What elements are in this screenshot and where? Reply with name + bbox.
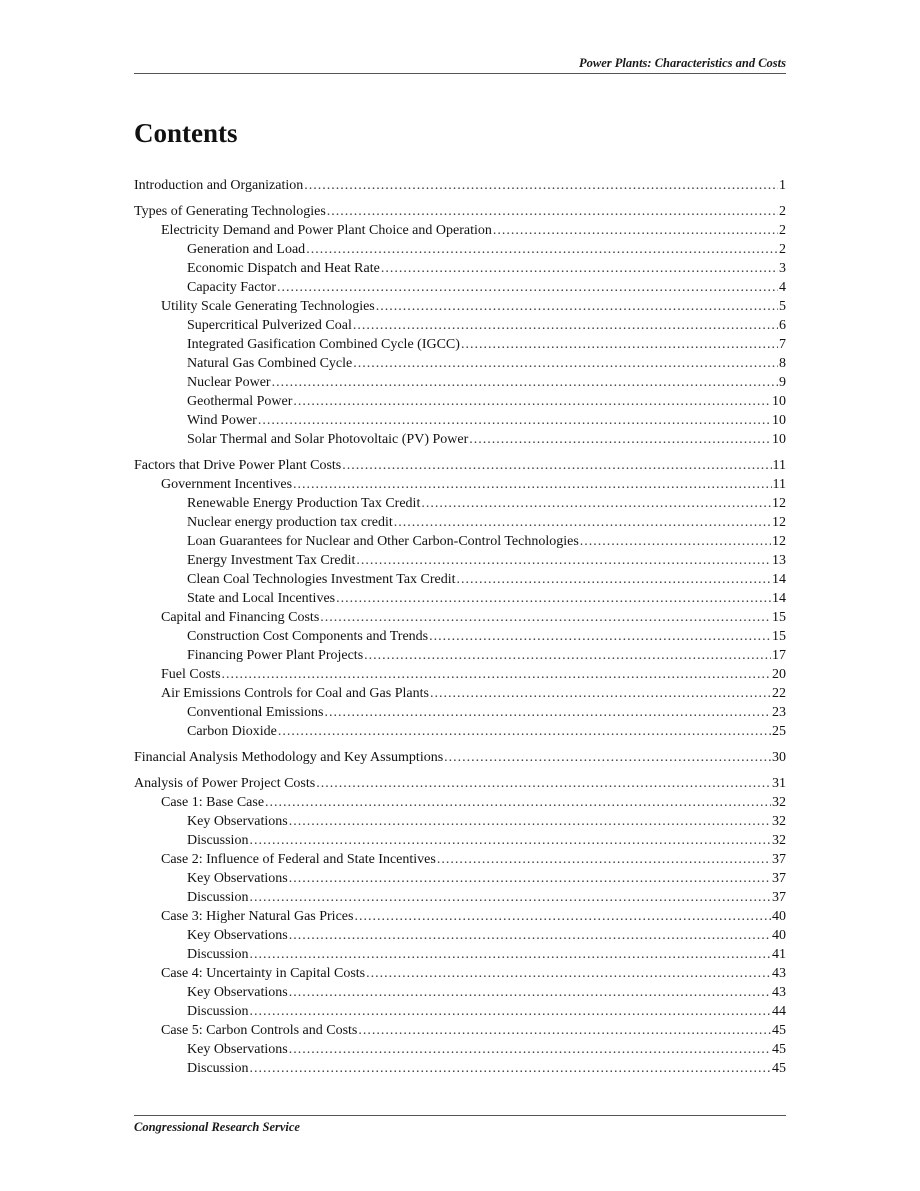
dot-leader bbox=[356, 551, 771, 570]
toc-entry[interactable] bbox=[134, 335, 786, 354]
toc-entry-page-number: 23 bbox=[772, 705, 786, 720]
toc-entry-title: Construction Cost Components and Trends bbox=[187, 629, 429, 644]
header-rule bbox=[134, 73, 786, 74]
toc-entry-page-number: 17 bbox=[772, 648, 786, 663]
dot-leader bbox=[249, 1002, 771, 1021]
toc-entry-page-number: 12 bbox=[772, 515, 786, 530]
toc-entry-page-number: 45 bbox=[772, 1042, 786, 1057]
dot-leader bbox=[457, 570, 771, 589]
toc-entry-title: Renewable Energy Production Tax Credit bbox=[187, 496, 421, 511]
toc-entry-page-number: 45 bbox=[772, 1023, 786, 1038]
toc-entry[interactable] bbox=[134, 430, 786, 449]
toc-entry-page-number: 43 bbox=[772, 985, 786, 1000]
toc-entry[interactable] bbox=[134, 316, 786, 335]
dot-leader bbox=[353, 354, 778, 373]
toc-entry-title: Case 4: Uncertainty in Capital Costs bbox=[161, 966, 366, 981]
dot-leader bbox=[430, 684, 771, 703]
dot-leader bbox=[354, 907, 771, 926]
toc-entry-title: Discussion bbox=[187, 1004, 249, 1019]
toc-entry-title: Generation and Load bbox=[187, 242, 306, 257]
toc-entry[interactable] bbox=[134, 665, 786, 684]
toc-entry-title: Factors that Drive Power Plant Costs bbox=[134, 458, 342, 473]
toc-entry[interactable] bbox=[134, 176, 786, 195]
dot-leader bbox=[366, 964, 771, 983]
toc-entry-title: Financing Power Plant Projects bbox=[187, 648, 364, 663]
toc-entry-page-number: 31 bbox=[772, 776, 786, 791]
toc-entry[interactable] bbox=[134, 475, 786, 494]
toc-entry[interactable] bbox=[134, 456, 786, 475]
toc-entry-title: Economic Dispatch and Heat Rate bbox=[187, 261, 380, 276]
dot-leader bbox=[249, 945, 771, 964]
toc-entry-page-number: 2 bbox=[779, 242, 786, 257]
toc-entry[interactable] bbox=[134, 627, 786, 646]
toc-entry[interactable] bbox=[134, 831, 786, 850]
page-title: Contents bbox=[134, 118, 238, 148]
toc-entry[interactable] bbox=[134, 589, 786, 608]
dot-leader bbox=[258, 411, 771, 430]
toc-entry-title: Analysis of Power Project Costs bbox=[134, 776, 316, 791]
toc-entry-page-number: 7 bbox=[779, 337, 786, 352]
toc-entry[interactable] bbox=[134, 646, 786, 665]
dot-leader bbox=[421, 494, 771, 513]
toc-entry[interactable] bbox=[134, 1002, 786, 1021]
toc-entry-page-number: 2 bbox=[779, 223, 786, 238]
toc-entry-page-number: 2 bbox=[779, 204, 786, 219]
dot-leader bbox=[364, 646, 771, 665]
toc-entry[interactable] bbox=[134, 411, 786, 430]
dot-leader bbox=[289, 869, 771, 888]
toc-entry-title: Utility Scale Generating Technologies bbox=[161, 299, 375, 314]
toc-entry-page-number: 12 bbox=[772, 496, 786, 511]
dot-leader bbox=[342, 456, 771, 475]
toc-entry-title: Discussion bbox=[187, 947, 249, 962]
toc-entry-page-number: 25 bbox=[772, 724, 786, 739]
dot-leader bbox=[376, 297, 778, 316]
toc-entry[interactable] bbox=[134, 703, 786, 722]
toc-entry-title: Geothermal Power bbox=[187, 394, 293, 409]
toc-entry-page-number: 32 bbox=[772, 833, 786, 848]
toc-entry-title: Air Emissions Controls for Coal and Gas Plants bbox=[161, 686, 429, 701]
toc-entry-title: Financial Analysis Methodology and Key Assumptions bbox=[134, 750, 444, 765]
toc-entry-page-number: 30 bbox=[772, 750, 786, 765]
toc-entry[interactable] bbox=[134, 888, 786, 907]
toc-entry-title: Discussion bbox=[187, 833, 249, 848]
dot-leader bbox=[353, 316, 778, 335]
toc-entry[interactable] bbox=[134, 722, 786, 741]
dot-leader bbox=[289, 1040, 771, 1059]
toc-entry[interactable] bbox=[134, 221, 786, 240]
toc-entry[interactable] bbox=[134, 869, 786, 888]
toc-entry-title: Clean Coal Technologies Investment Tax Credit bbox=[187, 572, 456, 587]
toc-entry-title: Loan Guarantees for Nuclear and Other Carbon-Control Technologies bbox=[187, 534, 579, 549]
toc-entry-page-number: 37 bbox=[772, 852, 786, 867]
dot-leader bbox=[306, 240, 778, 259]
dot-leader bbox=[289, 926, 771, 945]
dot-leader bbox=[289, 812, 771, 831]
toc-entry-page-number: 4 bbox=[779, 280, 786, 295]
toc-entry[interactable] bbox=[134, 532, 786, 551]
toc-entry-title: Types of Generating Technologies bbox=[134, 204, 326, 219]
dot-leader bbox=[277, 278, 778, 297]
dot-leader bbox=[320, 608, 771, 627]
toc-entry-page-number: 12 bbox=[772, 534, 786, 549]
toc-entry-title: Solar Thermal and Solar Photovoltaic (PV) Power bbox=[187, 432, 469, 447]
dot-leader bbox=[429, 627, 771, 646]
toc-entry-title: Case 5: Carbon Controls and Costs bbox=[161, 1023, 358, 1038]
table-of-contents bbox=[134, 176, 786, 1078]
toc-entry-page-number: 14 bbox=[772, 591, 786, 606]
dot-leader bbox=[325, 703, 772, 722]
dot-leader bbox=[381, 259, 778, 278]
dot-leader bbox=[469, 430, 771, 449]
dot-leader bbox=[493, 221, 778, 240]
toc-entry[interactable] bbox=[134, 373, 786, 392]
dot-leader bbox=[394, 513, 771, 532]
toc-entry-title: Government Incentives bbox=[161, 477, 293, 492]
footer-rule bbox=[134, 1115, 786, 1116]
toc-entry-page-number: 8 bbox=[779, 356, 786, 371]
dot-leader bbox=[461, 335, 778, 354]
dot-leader bbox=[293, 392, 771, 411]
toc-entry-title: Fuel Costs bbox=[161, 667, 221, 682]
toc-entry-page-number: 44 bbox=[772, 1004, 786, 1019]
toc-entry-page-number: 15 bbox=[772, 610, 786, 625]
toc-entry-title: Key Observations bbox=[187, 814, 288, 829]
dot-leader bbox=[316, 774, 771, 793]
dot-leader bbox=[444, 748, 771, 767]
toc-entry-title: Key Observations bbox=[187, 1042, 288, 1057]
toc-entry[interactable] bbox=[134, 608, 786, 627]
toc-entry-page-number: 9 bbox=[779, 375, 786, 390]
toc-entry[interactable] bbox=[134, 926, 786, 945]
page-footer: Congressional Research Service bbox=[134, 1120, 300, 1134]
dot-leader bbox=[278, 722, 771, 741]
toc-entry-page-number: 10 bbox=[772, 432, 786, 447]
toc-entry-page-number: 40 bbox=[772, 909, 786, 924]
dot-leader bbox=[580, 532, 771, 551]
toc-entry-title: Discussion bbox=[187, 890, 249, 905]
toc-entry-page-number: 11 bbox=[772, 477, 786, 492]
toc-entry[interactable] bbox=[134, 850, 786, 869]
toc-entry-title: Carbon Dioxide bbox=[187, 724, 277, 739]
running-header: Power Plants: Characteristics and Costs bbox=[579, 56, 786, 70]
toc-entry-title: Nuclear Power bbox=[187, 375, 271, 390]
toc-entry-page-number: 37 bbox=[772, 890, 786, 905]
dot-leader bbox=[249, 1059, 771, 1078]
toc-entry[interactable] bbox=[134, 774, 786, 793]
toc-entry-title: Key Observations bbox=[187, 871, 288, 886]
toc-entry[interactable] bbox=[134, 202, 786, 221]
toc-entry-title: Case 2: Influence of Federal and State Incentives bbox=[161, 852, 436, 867]
toc-entry-page-number: 22 bbox=[772, 686, 786, 701]
toc-entry-title: Introduction and Organization bbox=[134, 178, 304, 193]
toc-entry-title: Electricity Demand and Power Plant Choice and Operation bbox=[161, 223, 492, 238]
toc-entry-title: Case 3: Higher Natural Gas Prices bbox=[161, 909, 354, 924]
dot-leader bbox=[249, 831, 771, 850]
toc-entry[interactable] bbox=[134, 259, 786, 278]
dot-leader bbox=[336, 589, 771, 608]
toc-entry-title: Key Observations bbox=[187, 928, 288, 943]
toc-entry-page-number: 15 bbox=[772, 629, 786, 644]
toc-entry-title: Supercritical Pulverized Coal bbox=[187, 318, 352, 333]
toc-entry[interactable] bbox=[134, 748, 786, 767]
toc-entry[interactable] bbox=[134, 551, 786, 570]
toc-entry-page-number: 41 bbox=[772, 947, 786, 962]
toc-entry[interactable] bbox=[134, 1059, 786, 1078]
dot-leader bbox=[358, 1021, 771, 1040]
toc-entry-page-number: 5 bbox=[779, 299, 786, 314]
toc-entry-page-number: 13 bbox=[772, 553, 786, 568]
toc-entry[interactable] bbox=[134, 494, 786, 513]
toc-entry-page-number: 1 bbox=[779, 178, 786, 193]
toc-entry-page-number: 6 bbox=[779, 318, 786, 333]
toc-entry[interactable] bbox=[134, 1040, 786, 1059]
toc-entry-title: Case 1: Base Case bbox=[161, 795, 265, 810]
dot-leader bbox=[265, 793, 771, 812]
toc-entry[interactable] bbox=[134, 812, 786, 831]
toc-entry[interactable] bbox=[134, 793, 786, 812]
toc-entry-title: Natural Gas Combined Cycle bbox=[187, 356, 353, 371]
toc-entry-title: Integrated Gasification Combined Cycle (IGCC) bbox=[187, 337, 460, 352]
toc-entry[interactable] bbox=[134, 240, 786, 259]
toc-entry-page-number: 40 bbox=[772, 928, 786, 943]
toc-entry[interactable] bbox=[134, 392, 786, 411]
dot-leader bbox=[327, 202, 778, 221]
dot-leader bbox=[222, 665, 771, 684]
toc-entry[interactable] bbox=[134, 570, 786, 589]
dot-leader bbox=[249, 888, 771, 907]
toc-entry-page-number: 20 bbox=[772, 667, 786, 682]
toc-entry[interactable] bbox=[134, 278, 786, 297]
dot-leader bbox=[304, 176, 778, 195]
toc-entry-page-number: 3 bbox=[779, 261, 786, 276]
toc-entry[interactable] bbox=[134, 297, 786, 316]
toc-entry-page-number: 11 bbox=[772, 458, 786, 473]
toc-entry[interactable] bbox=[134, 684, 786, 703]
dot-leader bbox=[437, 850, 771, 869]
toc-entry[interactable] bbox=[134, 945, 786, 964]
toc-entry-title: Capital and Financing Costs bbox=[161, 610, 320, 625]
toc-entry-page-number: 45 bbox=[772, 1061, 786, 1076]
dot-leader bbox=[272, 373, 778, 392]
toc-entry[interactable] bbox=[134, 964, 786, 983]
toc-entry[interactable] bbox=[134, 907, 786, 926]
toc-entry-title: Discussion bbox=[187, 1061, 249, 1076]
toc-entry[interactable] bbox=[134, 983, 786, 1002]
toc-entry-page-number: 32 bbox=[772, 814, 786, 829]
toc-entry-title: Key Observations bbox=[187, 985, 288, 1000]
dot-leader bbox=[289, 983, 771, 1002]
dot-leader bbox=[293, 475, 772, 494]
toc-entry-title: Nuclear energy production tax credit bbox=[187, 515, 393, 530]
toc-entry[interactable] bbox=[134, 1021, 786, 1040]
toc-entry-title: State and Local Incentives bbox=[187, 591, 336, 606]
toc-entry-page-number: 43 bbox=[772, 966, 786, 981]
toc-entry-page-number: 10 bbox=[772, 394, 786, 409]
toc-entry-title: Energy Investment Tax Credit bbox=[187, 553, 356, 568]
toc-entry-title: Wind Power bbox=[187, 413, 257, 428]
toc-entry[interactable] bbox=[134, 513, 786, 532]
toc-entry[interactable] bbox=[134, 354, 786, 373]
toc-entry-page-number: 10 bbox=[772, 413, 786, 428]
toc-entry-page-number: 32 bbox=[772, 795, 786, 810]
toc-entry-page-number: 37 bbox=[772, 871, 786, 886]
toc-entry-page-number: 14 bbox=[772, 572, 786, 587]
toc-entry-title: Capacity Factor bbox=[187, 280, 277, 295]
toc-entry-title: Conventional Emissions bbox=[187, 705, 324, 720]
